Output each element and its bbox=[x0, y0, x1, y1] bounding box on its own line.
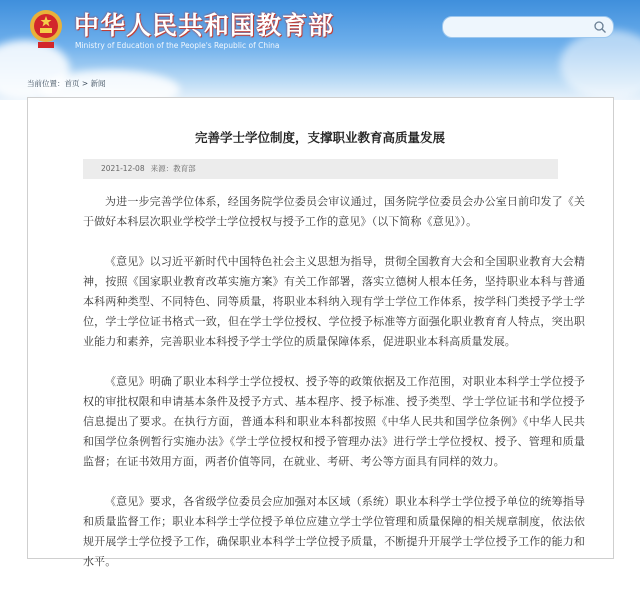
national-emblem-icon bbox=[28, 6, 64, 52]
breadcrumb-label: 当前位置： bbox=[27, 79, 65, 88]
search-icon[interactable] bbox=[593, 20, 607, 34]
article-paragraph: 《意见》以习近平新时代中国特色社会主义思想为指导，贯彻全国教育大会和全国职业教育大会精神，按照《国家职业教育改革实施方案》有关工作部署，落实立德树人根本任务，坚持职业本科与普通本科两种类型、不同特色、同等质量，将职业本科纳入现有学士学位工作体系，按学科门类授予学士学位，学士学位证书格式一致，但在学士学位授权、学位授予标准等方面强化职业教育育人特点，突出职业能力和素养，完善职业本科授予学士学位的质量保障体系，促进职业本科高质量发展。 bbox=[83, 255, 585, 348]
article-date: 2021-12-08 bbox=[101, 164, 145, 173]
article-meta-bar bbox=[83, 159, 558, 179]
breadcrumb-news-link[interactable]: 新闻 bbox=[90, 79, 106, 88]
article-paragraph: 《意见》明确了职业本科学士学位授权、授予等的政策依据及工作范围，对职业本科学士学位授予权的审批权限和申请基本条件及授予方式、基本程序、授予标准、授予类型、学士学位证书和学位授予信息提出了要求。在执行方面，普通本科和职业本科都按照《中华人民共和国学位条例》《中华人民共和国学位条例暂行实施办法》《学士学位授权和授予管理办法》进行学士学位授权、授予、管理和质量监督；在证书效用方面，两者价值等同，在就业、考研、考公等方面具有同样的效力。 bbox=[83, 375, 585, 468]
breadcrumb-home-link[interactable]: 首页 bbox=[64, 79, 80, 88]
article-body bbox=[83, 192, 585, 592]
article-paragraph: 《意见》要求，各省级学位委员会应加强对本区域（系统）职业本科学士学位授予单位的统筹指导和质量监督工作；职业本科学士学位授予单位应建立学士学位管理和质量保障的相关规章制度，依法依规开展学士学位授予工作，确保职业本科学士学位授予质量，不断提升开展学士学位授予工作的能力和水平。 bbox=[83, 495, 585, 568]
search-input[interactable] bbox=[442, 16, 614, 38]
site-title: 中华人民共和国教育部 bbox=[74, 11, 335, 40]
breadcrumb bbox=[27, 78, 106, 89]
article-paragraph: 为进一步完善学位体系，经国务院学位委员会审议通过，国务院学位委员会办公室日前印发了《关于做好本科层次职业学校学士学位授权与授予工作的意见》（以下简称《意见》）。 bbox=[83, 195, 585, 228]
breadcrumb-separator: > bbox=[79, 79, 91, 88]
article-title: 完善学士学位制度，支撑职业教育高质量发展 bbox=[194, 130, 445, 145]
dandelion-decoration bbox=[560, 30, 640, 100]
site-subtitle: Ministry of Education of the People's Republic of China bbox=[75, 41, 280, 50]
article-source: 来源：教育部 bbox=[150, 164, 196, 173]
site-header bbox=[0, 0, 640, 100]
